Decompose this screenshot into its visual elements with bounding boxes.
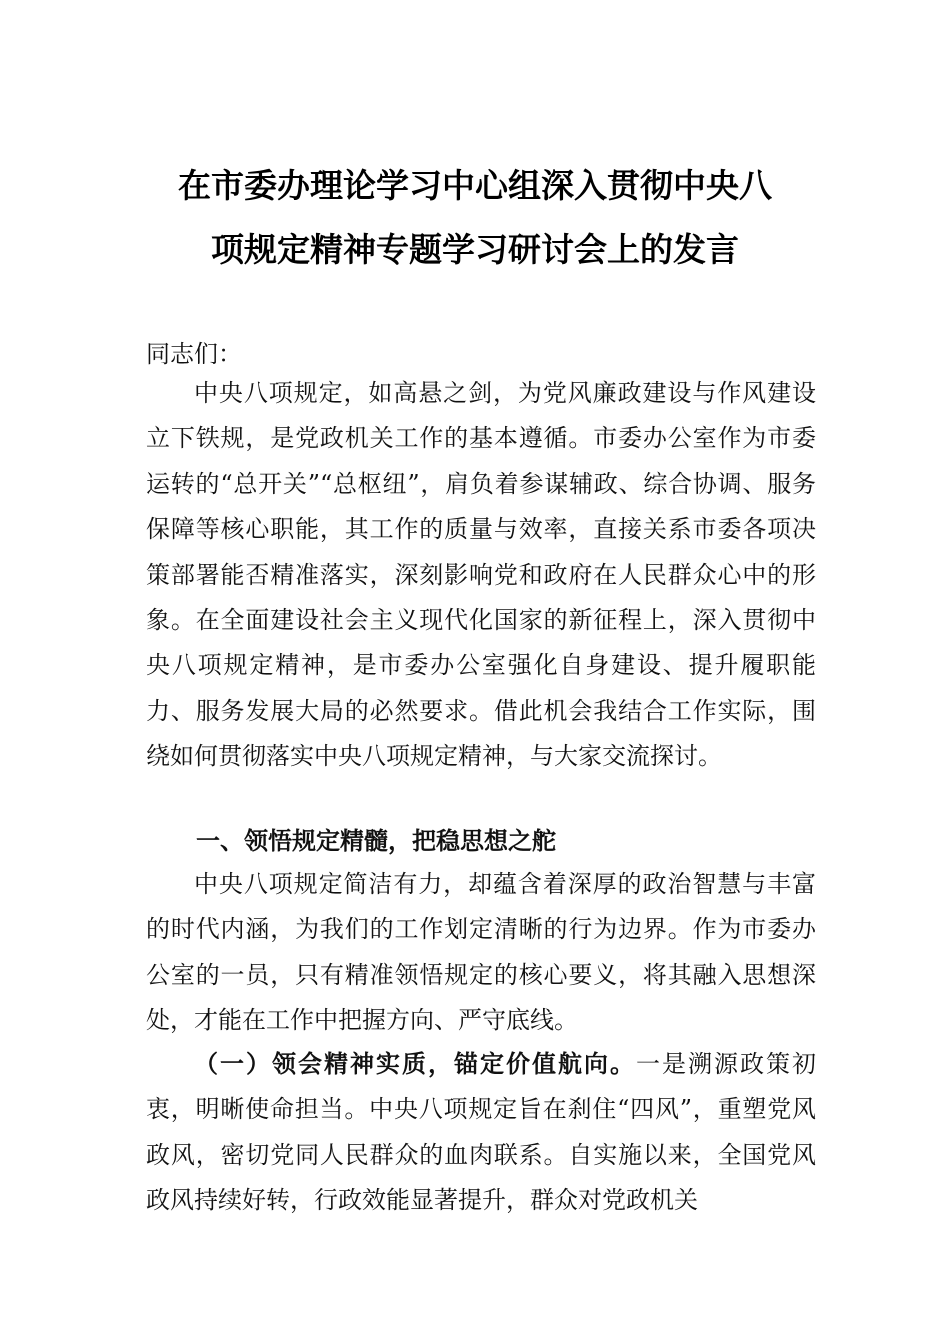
section-1-paragraph: 中央八项规定简洁有力，却蕴含着深厚的政治智慧与丰富的时代内涵，为我们的工作划定清晰的行为边界。作为市委办公室的一员，只有精准领悟规定的核心要义，将其融入思想深处，才能在工作中把握方向、严守底线。 <box>146 870 816 1035</box>
intro-paragraph: 中央八项规定，如高悬之剑，为党风廉政建设与作风建设立下铁规，是党政机关工作的基本遵循。市委办公室作为市委运转的“总开关”“总枢纽”，肩负着参谋辅政、综合协调、服务保障等核心职能，其工作的质量与效率，直接关系市委各项决策部署能否精准落实，深刻影响党和政府在人民群众心中的形象。在全面建设社会主义现代化国家的新征程上，深入贯彻中央八项规定精神，是市委办公室强化自身建设、提升履职能力、服务发展大局的必然要求。借此机会我结合工作实际，围绕如何贯彻落实中央八项规定精神，与大家交流探讨。 <box>146 379 816 771</box>
section-1-heading: 一、领悟规定精髓，把稳思想之舵 <box>196 827 556 855</box>
subsection-1-paragraph <box>146 1042 816 1224</box>
document-title-line-2: 项规定精神专题学习研讨会上的发言 <box>211 230 739 269</box>
subsection-1-lead: （一）领会精神实质，锚定价值航向。 <box>194 1050 636 1078</box>
document-title-line-1: 在市委办理论学习中心组深入贯彻中央八 <box>178 166 772 205</box>
subsection-1-text: 一是溯源政策初衷，明晰使命担当。中央八项规定旨在刹住“四风”，重塑党风政风，密切党同人民群众的血肉联系。自实施以来，全国党风政风持续好转，行政效能显著提升，群众对党政机关 <box>146 1050 816 1215</box>
greeting: 同志们： <box>146 340 242 368</box>
